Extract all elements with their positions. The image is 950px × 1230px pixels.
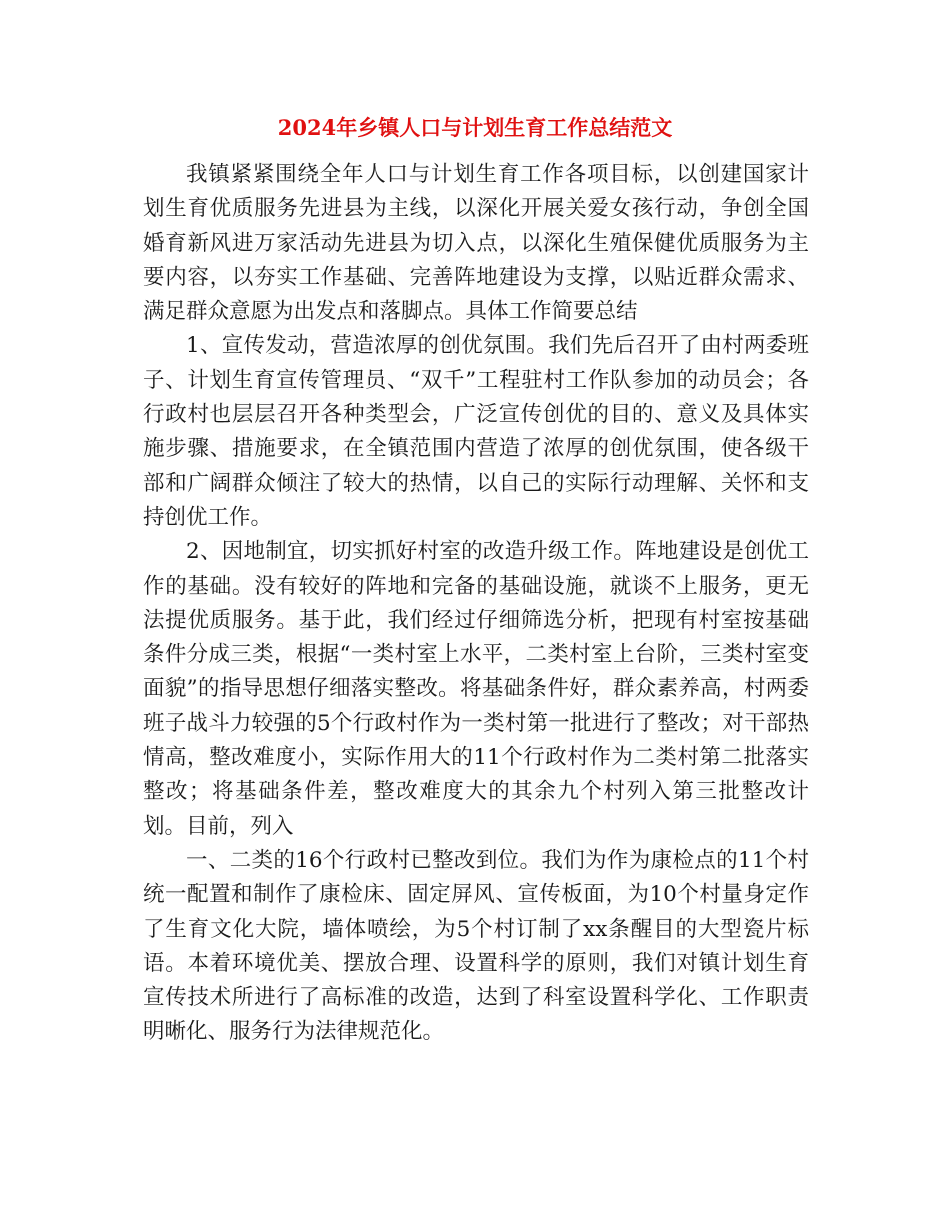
- paragraph-2: 2、因地制宜，切实抓好村室的改造升级工作。阵地建设是创优工作的基础。没有较好的阵地和完备的基础设施，就谈不上服务，更无法提优质服务。基于此，我们经过仔细筛选分析，把现有村室按基础条件分成三类，根据“一类村室上水平，二类村室上台阶，三类村室变面貌”的指导思想仔细落实整改。将基础条件好，群众素养高，村两委班子战斗力较强的5个行政村作为一类村第一批进行了整改；对干部热情高，整改难度小，实际作用大的11个行政村作为二类村第二批落实整改；将基础条件差，整改难度大的其余九个村列入第三批整改计划。目前，列入: [143, 539, 809, 839]
- paragraph-3: 一、二类的16个行政村已整改到位。我们为作为康检点的11个村统一配置和制作了康检床、固定屏风、宣传板面，为10个村量身定作了生育文化大院，墙体喷绘，为5个村订制了xx条醒目的大型瓷片标语。本着环境优美、摆放合理、设置科学的原则，我们对镇计划生育宣传技术所进行了高标准的改造，达到了科室设置科学化、工作职责明晰化、服务行为法律规范化。: [143, 847, 809, 1045]
- document-title: 2024年乡镇人口与计划生育工作总结范文: [277, 115, 673, 140]
- document-body: [143, 158, 809, 1050]
- paragraph-1: 1、宣传发动，营造浓厚的创优氛围。我们先后召开了由村两委班子、计划生育宣传管理员、“双千”工程驻村工作队参加的动员会；各行政村也层层召开各种类型会，广泛宣传创优的目的、意义及具体实施步骤、措施要求，在全镇范围内营造了浓厚的创优氛围，使各级干部和广阔群众倾注了较大的热情，以自己的实际行动理解、关怀和支持创优工作。: [143, 333, 809, 530]
- paragraph-intro: 我镇紧紧围绕全年人口与计划生育工作各项目标，以创建国家计划生育优质服务先进县为主线，以深化开展关爱女孩行动，争创全国婚育新风进万家活动先进县为切入点，以深化生殖保健优质服务为主要内容，以夯实工作基础、完善阵地建设为支撑，以贴近群众需求、满足群众意愿为出发点和落脚点。具体工作简要总结: [143, 162, 809, 325]
